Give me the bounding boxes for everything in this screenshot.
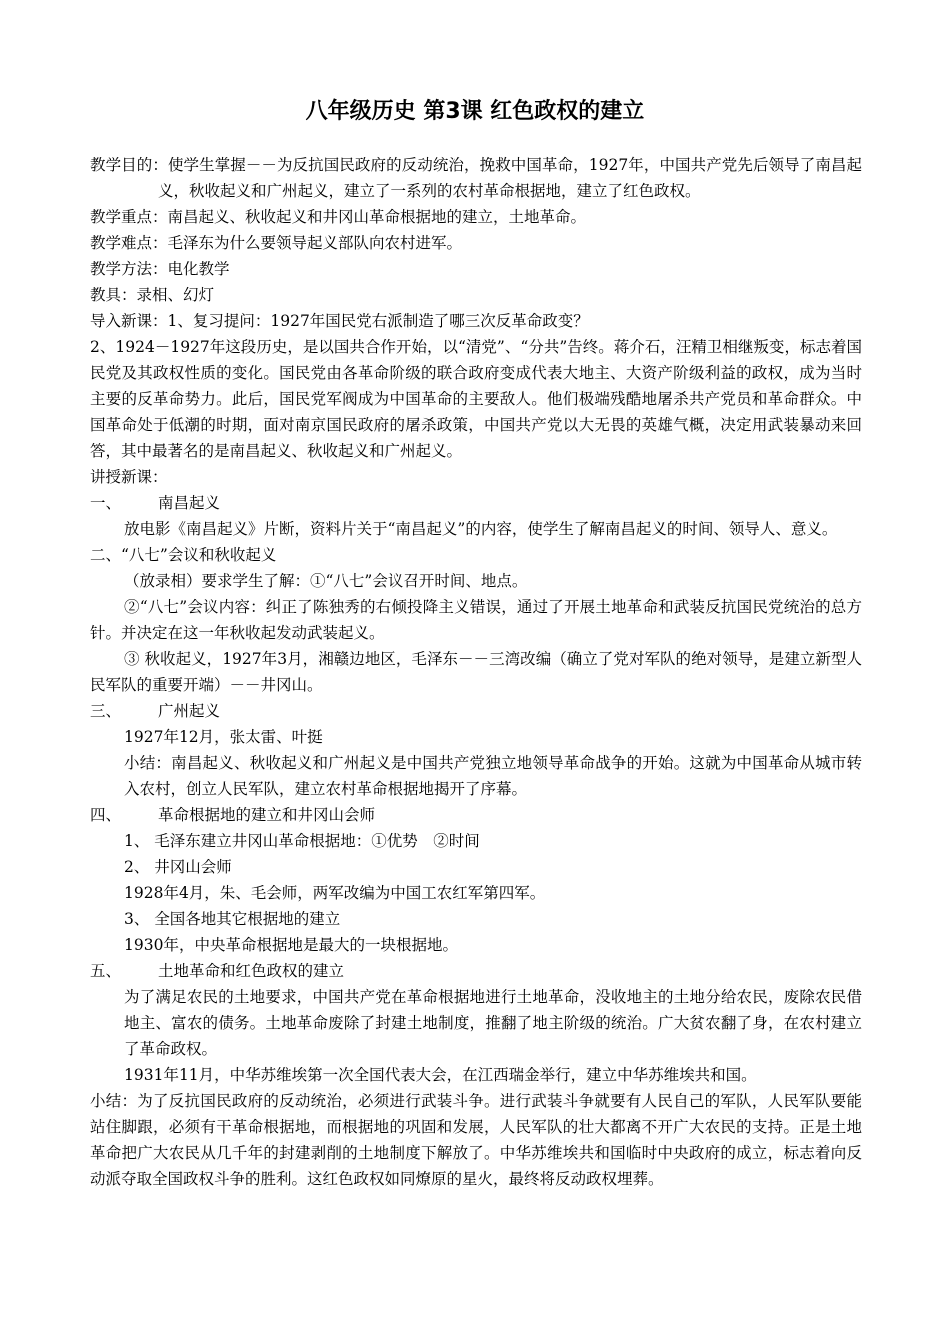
section-4-item-2: 2、 井冈山会师 xyxy=(124,858,232,876)
section-2-paragraph-1: （放录相）要求学生了解：①“八七”会议召开时间、地点。 xyxy=(124,572,528,590)
teaching-key-points: 教学重点：南昌起义、秋收起义和井冈山革命根据地的建立，土地革命。 xyxy=(90,208,587,226)
section-title: 南昌起义 xyxy=(158,494,221,512)
section-title: 土地革命和红色政权的建立 xyxy=(158,962,345,980)
section-4-paragraph-1: 1928年4月，朱、毛会师，两军改编为中国工农红军第四军。 xyxy=(124,884,546,902)
section-number: 四、 xyxy=(90,806,122,824)
section-number: 一、 xyxy=(90,494,122,512)
section-5-paragraph-1: 为了满足农民的土地要求，中国共产党在革命根据地进行土地革命，没收地主的土地分给农民，废除农民借地主、富农的债务。土地革命废除了封建土地制度，推翻了地主阶级的统治。广大贫农翻了身，在农村建立了革命政权。 xyxy=(124,988,862,1058)
section-heading-4 xyxy=(90,802,862,828)
section-heading-2: 二、“八七”会议和秋收起义 xyxy=(90,546,277,564)
section-heading-1 xyxy=(90,490,862,516)
teaching-objectives: 教学目的：使学生掌握－－为反抗国民政府的反动统治，挽救中国革命，1927年，中国共产党先后领导了南昌起义，秋收起义和广州起义，建立了一系列的农村革命根据地，建立了红色政权。 xyxy=(90,156,862,200)
section-2-paragraph-2: ②“八七”会议内容：纠正了陈独秀的右倾投降主义错误，通过了开展土地革命和武装反抗国民党统治的总方针。并决定在这一年秋收起发动武装起义。 xyxy=(90,598,862,642)
section-4-item-3: 3、 全国各地其它根据地的建立 xyxy=(124,910,341,928)
section-title: 革命根据地的建立和井冈山会师 xyxy=(158,806,376,824)
section-1-paragraph: 放电影《南昌起义》片断，资料片关于“南昌起义”的内容，使学生了解南昌起义的时间、领导人、意义。 xyxy=(124,520,838,538)
teaching-difficulties: 教学难点：毛泽东为什么要领导起义部队向农村进军。 xyxy=(90,234,463,252)
section-number: 五、 xyxy=(90,962,122,980)
section-heading-5 xyxy=(90,958,862,984)
section-heading-3 xyxy=(90,698,862,724)
teaching-tools: 教具：录相、幻灯 xyxy=(90,286,215,304)
section-3-paragraph-1: 1927年12月，张太雷、叶挺 xyxy=(124,728,323,746)
new-lesson-label: 讲授新课： xyxy=(90,468,168,486)
section-2-paragraph-3: ③ 秋收起义，1927年3月，湘赣边地区，毛泽东－－三湾改编（确立了党对军队的绝对领导，是建立新型人民军队的重要开端）－－井冈山。 xyxy=(90,650,862,694)
section-title: 广州起义 xyxy=(158,702,221,720)
intro-paragraph: 2、1924－1927年这段历史，是以国共合作开始，以“清党”、“分共”告终。蒋介石，汪精卫相继叛变，标志着国民党及其政权性质的变化。国民党由各革命阶级的联合政府变成代表大地主、大资产阶级利益的政权，成为当时主要的反革命势力。此后，国民党军阀成为中国革命的主要敌人。他们极端残酷地屠杀共产党员和革命群众。中国革命处于低潮的时期，面对南京国民政府的屠杀政策，中国共产党以大无畏的英雄气概，决定用武装暴动来回答，其中最著名的是南昌起义、秋收起义和广州起义。 xyxy=(90,338,862,460)
document-body xyxy=(90,152,862,1192)
document-title: 八年级历史 第3课 红色政权的建立 xyxy=(305,99,645,124)
section-4-item-1: 1、 毛泽东建立井冈山革命根据地：①优势 ②时间 xyxy=(124,832,480,850)
teaching-method: 教学方法：电化教学 xyxy=(90,260,230,278)
intro-question: 导入新课：1、复习提问：1927年国民党右派制造了哪三次反革命政变？ xyxy=(90,312,589,330)
section-number: 三、 xyxy=(90,702,122,720)
section-5-paragraph-2: 1931年11月，中华苏维埃第一次全国代表大会，在江西瑞金举行，建立中华苏维埃共和国。 xyxy=(124,1066,757,1084)
section-4-paragraph-2: 1930年，中央革命根据地是最大的一块根据地。 xyxy=(124,936,458,954)
final-summary: 小结：为了反抗国民政府的反动统治，必须进行武装斗争。进行武装斗争就要有人民自己的军队，人民军队要能站住脚跟，必须有干革命根据地，而根据地的巩固和发展，人民军队的壮大都离不开广大农民的支持。正是土地革命把广大农民从几千年的封建剥削的土地制度下解放了。中华苏维埃共和国临时中央政府的成立，标志着向反动派夺取全国政权斗争的胜利。这红色政权如同燎原的星火，最终将反动政权埋葬。 xyxy=(90,1092,862,1188)
section-3-summary: 小结：南昌起义、秋收起义和广州起义是中国共产党独立地领导革命战争的开始。这就为中国革命从城市转入农村，创立人民军队，建立农村革命根据地揭开了序幕。 xyxy=(124,754,862,798)
